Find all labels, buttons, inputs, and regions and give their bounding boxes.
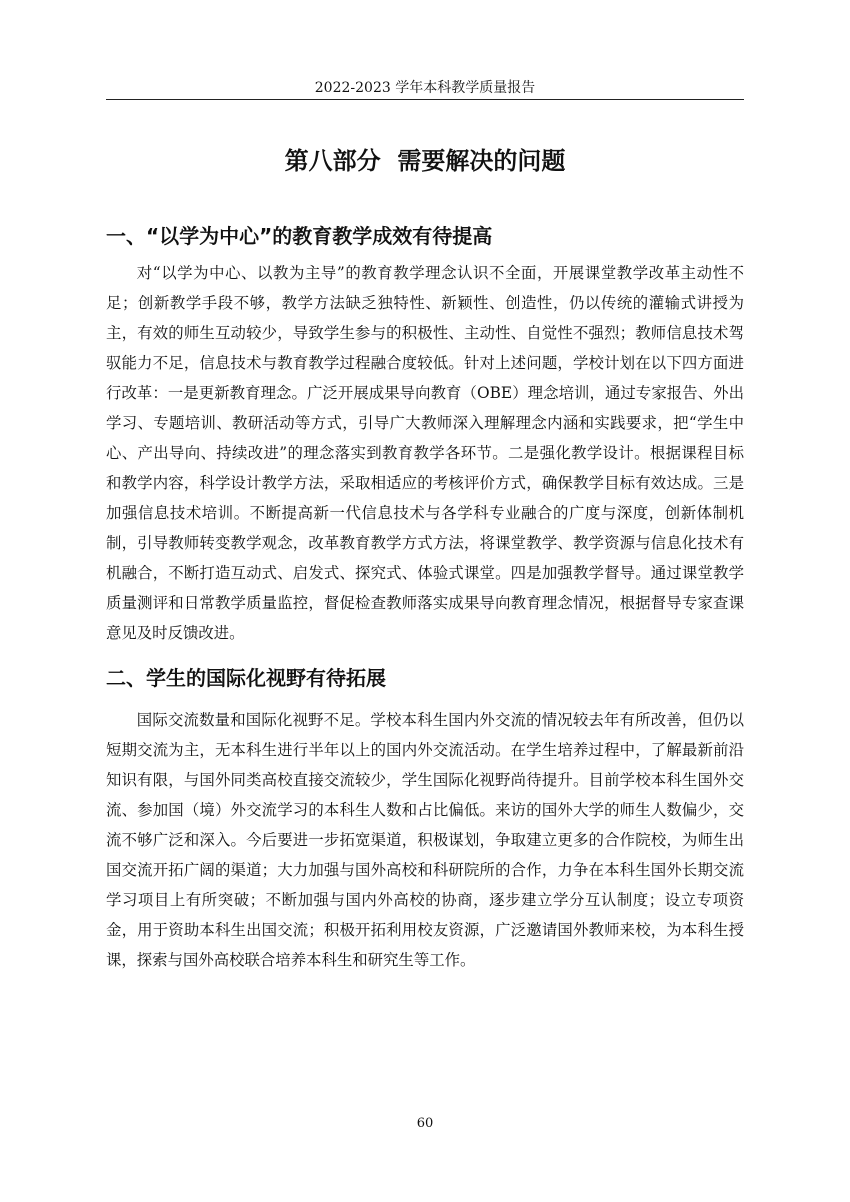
section-paragraph-1: 对“以学为中心、以教为主导”的教育教学理念认识不全面，开展课堂教学改革主动性不足；创新教学手段不够，教学方法缺乏独特性、新颖性、创造性，仍以传统的灌输式讲授为主，有效的师生互动较少，导致学生参与的积极性、主动性、自觉性不强烈；教师信息技术驾驭能力不足，信息技术与教育教学过程融合度较低。针对上述问题，学校计划在以下四方面进行改革：一是更新教育理念。广泛开展成果导向教育（OBE）理念培训，通过专家报告、外出学习、专题培训、教研活动等方式，引导广大教师深入理解理念内涵和实践要求，把“学生中心、产出导向、持续改进”的理念落实到教育教学各环节。二是强化教学设计。根据课程目标和教学内容，科学设计教学方法，采取相适应的考核评价方式，确保教学目标有效达成。三是加强信息技术培训。不断提高新一代信息技术与各学科专业融合的广度与深度，创新体制机制，引导教师转变教学观念，改革教育教学方式方法，将课堂教学、教学资源与信息化技术有机融合，不断打造互动式、启发式、探究式、体验式课堂。四是加强教学督导。通过课堂教学质量测评和日常教学质量监控，督促检查教师落实成果导向教育理念情况，根据督导专家查课意见及时反馈改进。 xyxy=(106,264,744,642)
header-rule xyxy=(106,99,744,100)
running-header: 2022-2023 学年本科教学质量报告 xyxy=(314,80,536,96)
section-heading-2: 二、学生的国际化视野有待拓展 xyxy=(106,666,386,690)
page-number: 60 xyxy=(416,1116,434,1131)
part-title: 第八部分 需要解决的问题 xyxy=(284,147,566,175)
section-paragraph-2: 国际交流数量和国际化视野不足。学校本科生国内外交流的情况较去年有所改善，但仍以短期交流为主，无本科生进行半年以上的国内外交流活动。在学生培养过程中，了解最新前沿知识有限，与国外同类高校直接交流较少，学生国际化视野尚待提升。目前学校本科生国外交流、参加国（境）外交流学习的本科生人数和占比偏低。来访的国外大学的师生人数偏少，交流不够广泛和深入。今后要进一步拓宽渠道，积极谋划，争取建立更多的合作院校，为师生出国交流开拓广阔的渠道；大力加强与国外高校和科研院所的合作，力争在本科生国外长期交流学习项目上有所突破；不断加强与国内外高校的协商，逐步建立学分互认制度；设立专项资金，用于资助本科生出国交流；积极开拓利用校友资源，广泛邀请国外教师来校，为本科生授课，探索与国外高校联合培养本科生和研究生等工作。 xyxy=(106,711,744,969)
section-heading-1: 一、“以学为中心”的教育教学成效有待提高 xyxy=(106,224,493,248)
